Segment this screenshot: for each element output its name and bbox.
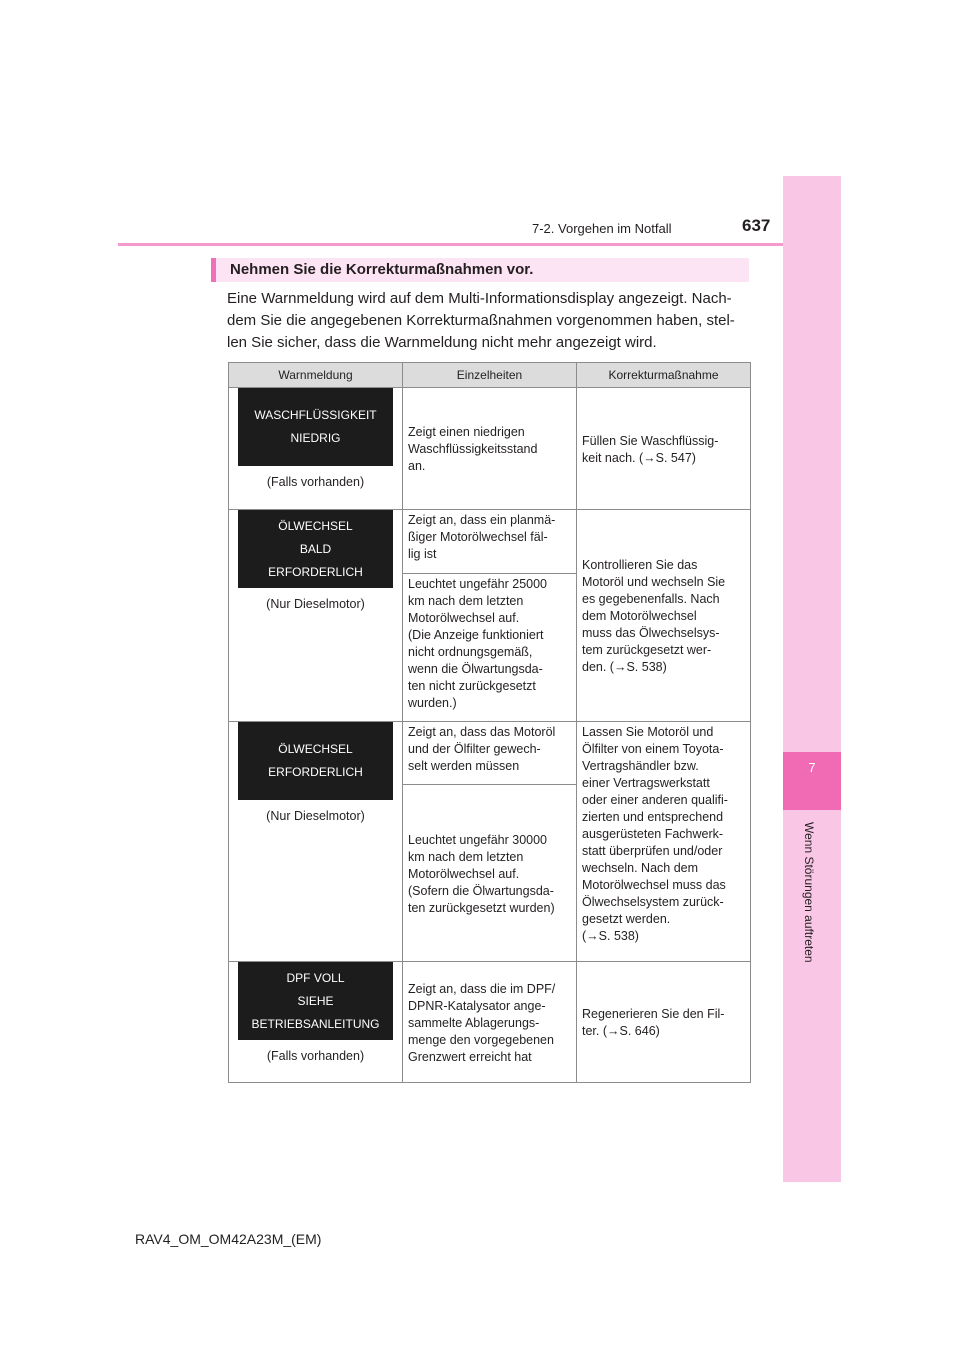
details-line: Waschflüssigkeitsstand: [408, 442, 538, 456]
action-line: zierten und entsprechend: [582, 810, 724, 824]
details-line: km nach dem letzten: [408, 594, 524, 608]
column-header: Einzelheiten: [403, 363, 577, 388]
warning-table: [228, 362, 751, 1083]
details-line: wenn die Ölwartungsda-: [408, 662, 543, 676]
details-line: Motorölwechsel auf.: [408, 866, 520, 881]
display-text: ÖLWECHSEL: [278, 742, 353, 756]
document-code: RAV4_OM_OM42A23M_(EM): [135, 1231, 322, 1247]
action-line: ausgerüsteten Fachwerk-: [582, 827, 724, 841]
heading-bar: [211, 258, 749, 282]
display-note: (Falls vorhanden): [266, 1049, 365, 1063]
details-line: selt werden müssen: [408, 759, 520, 773]
action-line: statt überprüfen und/oder: [582, 844, 723, 858]
action-cell: [577, 388, 751, 510]
details-cell: [403, 962, 577, 1083]
details-line: Motorölwechsel auf.: [408, 611, 520, 625]
action-line: ter. (→S. 646): [582, 1024, 660, 1038]
warning-display: [238, 510, 393, 588]
details-cell: [403, 388, 577, 510]
display-text: BALD: [299, 541, 332, 556]
display-note: (Nur Dieselmotor): [266, 809, 365, 823]
display-text: ÖLWECHSEL: [278, 518, 353, 533]
action-line: Ölwechselsystem zurück-: [582, 895, 724, 909]
action-line: tem zurückgesetzt wer-: [582, 643, 712, 657]
action-cell: [577, 510, 751, 722]
action-line: Regenerieren Sie den Fil-: [582, 1007, 725, 1021]
page-number: 637: [742, 216, 771, 235]
action-line: Motorölwechsel muss das: [582, 878, 726, 892]
details-line: km nach dem letzten: [408, 849, 524, 864]
action-line: Lassen Sie Motoröl und: [582, 725, 714, 739]
details-line: lig ist: [408, 547, 437, 561]
warning-display: [238, 722, 393, 800]
action-line: Füllen Sie Waschflüssig-: [582, 433, 719, 448]
column-header: Warnmeldung: [229, 363, 403, 388]
action-line: dem Motorölwechsel: [582, 609, 697, 623]
details-line: (Die Anzeige funktioniert: [408, 628, 544, 642]
action-line: oder einer anderen qualifi-: [582, 793, 728, 807]
display-text: WASCHFLÜSSIGKEIT: [254, 408, 377, 422]
details-line: und der Ölfilter gewech-: [408, 742, 541, 756]
details-line: menge den vorgegebenen: [408, 1032, 554, 1047]
details-line: Leuchtet ungefähr 25000: [408, 577, 548, 591]
details-cell: [403, 722, 577, 785]
section-title: 7-2. Vorgehen im Notfall: [532, 221, 672, 236]
details-line: Zeigt an, dass die im DPF/: [408, 981, 556, 996]
details-line: wurden.): [408, 696, 457, 710]
action-line: den. (→S. 538): [582, 660, 667, 674]
details-line: (Sofern die Ölwartungsda-: [408, 883, 554, 898]
action-line: wechseln. Nach dem: [582, 861, 699, 875]
display-note: (Nur Dieselmotor): [266, 597, 365, 611]
chapter-label: Wenn Störungen auftreten: [802, 822, 816, 963]
table-row: [229, 962, 751, 1083]
warning-cell: [229, 722, 403, 962]
table-row: [229, 722, 751, 785]
action-line: es gegebenenfalls. Nach: [582, 592, 720, 606]
warning-display: [238, 388, 393, 466]
details-cell: [403, 574, 577, 722]
display-text: SIEHE: [297, 993, 334, 1008]
details-cell: [403, 785, 577, 962]
side-tab: [783, 176, 841, 1182]
details-line: ten nicht zurückgesetzt: [408, 679, 536, 693]
details-line: an.: [408, 459, 426, 473]
details-line: Grenzwert erreicht hat: [408, 1049, 532, 1064]
display-text: ERFORDERLICH: [268, 765, 363, 779]
details-line: nicht ordnungsgemäß,: [408, 645, 533, 659]
table-row: [229, 510, 751, 574]
heading-text: Nehmen Sie die Korrekturmaßnahmen vor.: [230, 261, 534, 278]
chapter-number: 7: [808, 760, 816, 775]
display-text: ERFORDERLICH: [268, 564, 363, 579]
warning-cell: [229, 510, 403, 722]
display-text: DPF VOLL: [286, 970, 345, 985]
display-note: (Falls vorhanden): [266, 475, 365, 489]
action-line: keit nach. (→S. 547): [582, 450, 696, 465]
action-line: gesetzt werden.: [582, 912, 671, 926]
display-text: BETRIEBSANLEITUNG: [251, 1016, 380, 1031]
warning-cell: [229, 388, 403, 510]
details-line: Zeigt an, dass das Motoröl: [408, 725, 556, 739]
details-cell: [403, 510, 577, 574]
display-text: NIEDRIG: [290, 431, 341, 445]
table-header-row: [229, 363, 751, 388]
details-line: sammelte Ablagerungs-: [408, 1015, 540, 1030]
details-line: Zeigt an, dass ein planmä-: [408, 513, 556, 527]
action-line: Kontrollieren Sie das: [582, 558, 698, 572]
warning-cell: [229, 962, 403, 1083]
action-cell: [577, 722, 751, 962]
action-line: Ölfilter von einem Toyota-: [582, 742, 724, 756]
intro-line: Eine Warnmeldung wird auf dem Multi-Informationsdisplay angezeigt. Nach-: [227, 290, 732, 307]
details-line: ßiger Motorölwechsel fäl-: [408, 530, 548, 544]
warning-display: [238, 962, 393, 1040]
intro-line: dem Sie die angegebenen Korrekturmaßnahmen vorgenommen haben, stel-: [227, 312, 735, 329]
action-line: Vertragshändler bzw.: [582, 759, 699, 773]
column-header: Korrekturmaßnahme: [577, 363, 751, 388]
intro-paragraph: [227, 288, 749, 354]
details-line: ten zurückgesetzt wurden): [408, 900, 555, 915]
action-line: (→S. 538): [582, 929, 639, 943]
intro-line: len Sie sicher, dass die Warnmeldung nicht mehr angezeigt wird.: [227, 334, 657, 351]
action-cell: [577, 962, 751, 1083]
action-line: Motoröl und wechseln Sie: [582, 575, 726, 589]
action-line: muss das Ölwechselsys-: [582, 626, 720, 640]
header-rule: [118, 243, 783, 246]
details-line: Zeigt einen niedrigen: [408, 425, 525, 439]
details-line: Leuchtet ungefähr 30000: [408, 832, 548, 847]
details-line: DPNR-Katalysator ange-: [408, 998, 546, 1013]
table-row: [229, 388, 751, 510]
action-line: einer Vertragswerkstatt: [582, 776, 710, 790]
